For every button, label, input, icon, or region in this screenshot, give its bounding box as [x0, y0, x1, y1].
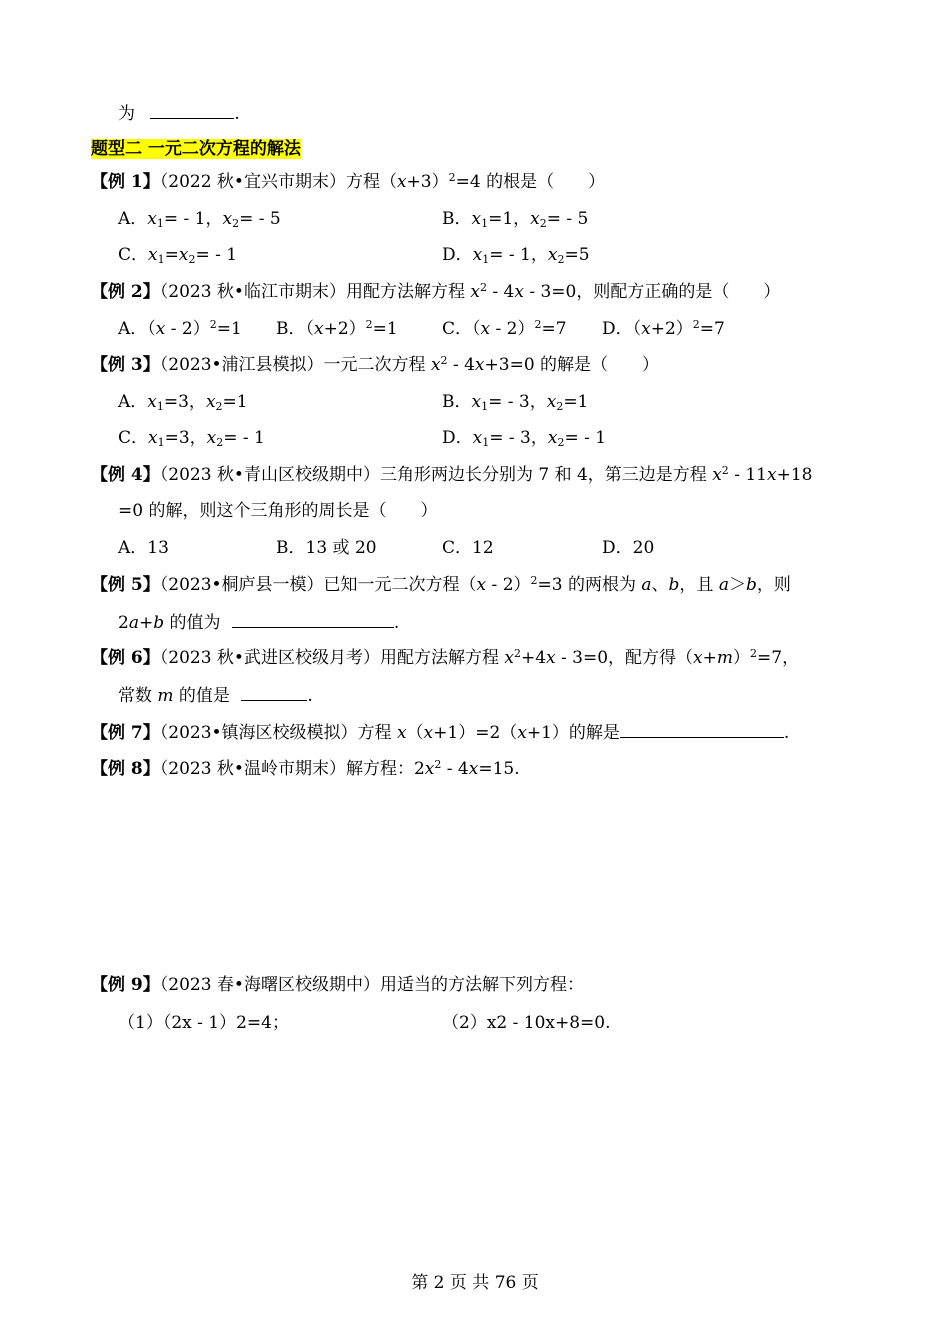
- example-4-question: 【例 4】（2023 秋•青山区校级期中）三角形两边长分别为 7 和 4，第三边是方程 $x^2 - 11x+18$: [91, 464, 813, 485]
- source: （2023•浦江县模拟）: [159, 355, 324, 375]
- example-5-question-line2: 2a+b 的值为 .: [118, 613, 400, 633]
- example-2-option-d[interactable]: D．$(x+2)^2=7$: [602, 318, 725, 339]
- example-4-question-line2: =0 的解，则这个三角形的周长是（ ）: [118, 501, 438, 521]
- example-label: 【例 2】: [91, 282, 160, 302]
- example-3-question: 【例 3】（2023•浦江县模拟）一元二次方程 $x^2 - 4x+3=0$ 的解是（ ）: [91, 354, 660, 375]
- example-label: 【例 1】: [91, 172, 160, 192]
- source: （2023 秋•临江市期末）: [159, 282, 346, 302]
- example-4-option-b[interactable]: B．13 或 20: [276, 538, 377, 558]
- example-label: 【例 6】: [91, 648, 160, 668]
- example-label: 【例 4】: [91, 465, 160, 485]
- intro-prefix: 为: [118, 104, 135, 124]
- example-1-option-a[interactable]: A．$x_1= - 1$，$x_2= - 5$: [118, 209, 281, 230]
- example-2-option-b[interactable]: B．$(x+2)^2=1$: [276, 318, 398, 339]
- example-1-option-d[interactable]: D．$x_1= - 1$，$x_2=5$: [442, 245, 590, 266]
- example-label: 【例 8】: [91, 759, 160, 779]
- example-label: 【例 7】: [91, 723, 160, 743]
- answer-blank[interactable]: [232, 611, 394, 628]
- example-2-option-c[interactable]: C．（x - 2）$^2$=7: [442, 318, 567, 339]
- example-3-option-b[interactable]: B．$x_1= - 3$，$x_2=1$: [442, 392, 589, 413]
- source: （2023 秋•青山区校级期中）: [159, 465, 380, 485]
- source: （2023 春•海曙区校级期中）: [159, 975, 380, 995]
- section-title-text: 题型二 一元二次方程的解法: [91, 139, 301, 159]
- intro-line: 为 .: [118, 104, 240, 124]
- example-3-option-c[interactable]: C．$x_1=3$，$x_2= - 1$: [118, 428, 265, 449]
- example-9-question: 【例 9】（2023 春•海曙区校级期中）用适当的方法解下列方程：: [91, 975, 584, 995]
- answer-blank[interactable]: [620, 721, 784, 738]
- example-7-question: 【例 7】（2023•镇海区校级模拟）方程 x（x+1）=2（x+1）的解是 .: [91, 723, 790, 743]
- source: （2023 秋•温岭市期末）: [159, 759, 346, 779]
- example-4-option-d[interactable]: D．20: [602, 538, 655, 558]
- section-title: [91, 138, 301, 160]
- answer-blank[interactable]: [241, 684, 307, 701]
- example-4-option-a[interactable]: A．13: [118, 538, 169, 558]
- example-label: 【例 3】: [91, 355, 160, 375]
- example-9-part-2: （2）x2 - 10x+8=0.: [442, 1013, 611, 1033]
- example-3-option-a[interactable]: A．$x_1=3$，$x_2=1$: [118, 392, 248, 413]
- example-label: 【例 9】: [91, 975, 160, 995]
- example-1-question: 【例 1】（2022 秋•宜兴市期末）方程$(x+3)^2=4$ 的根是（ ）: [91, 171, 606, 192]
- source: （2023•桐庐县一模）: [159, 575, 324, 595]
- example-1-option-b[interactable]: B．$x_1=1$，$x_2= - 5$: [442, 209, 589, 230]
- example-2-question: 【例 2】（2023 秋•临江市期末）用配方法解方程 $x^2 - 4x - 3=0$，则配方正确的是（ ）: [91, 281, 781, 302]
- example-label: 【例 5】: [91, 575, 160, 595]
- source: （2023 秋•武进区校级月考）: [159, 648, 380, 668]
- source: （2022 秋•宜兴市期末）: [159, 172, 346, 192]
- example-3-option-d[interactable]: D．$x_1= - 3$，$x_2= - 1$: [442, 428, 607, 449]
- example-2-option-a[interactable]: A．（x - 2）$^2$=1: [118, 318, 242, 339]
- example-5-question: 【例 5】（2023•桐庐县一模）已知一元二次方程（x - 2）$^2$=3 的两根为 a、b，且 a＞b，则: [91, 574, 791, 595]
- example-4-option-c[interactable]: C．12: [442, 538, 494, 558]
- example-8-question: 【例 8】（2023 秋•温岭市期末）解方程：$2x^2 - 4x=15$.: [91, 758, 520, 779]
- answer-blank[interactable]: [150, 102, 234, 119]
- source: （2023•镇海区校级模拟）: [159, 723, 358, 743]
- example-9-part-1: （1）（2x - 1）2=4；: [118, 1013, 289, 1033]
- example-6-question-line2: 常数 m 的值是 .: [118, 686, 313, 706]
- page-footer: 第 2 页 共 76 页: [411, 1273, 539, 1293]
- example-6-question: 【例 6】（2023 秋•武进区校级月考）用配方法解方程 $x^2+4x - 3=0$，配方得$(x+m)^2=7$，: [91, 647, 800, 668]
- example-1-option-c[interactable]: C．$x_1=x_2= - 1$: [118, 245, 238, 266]
